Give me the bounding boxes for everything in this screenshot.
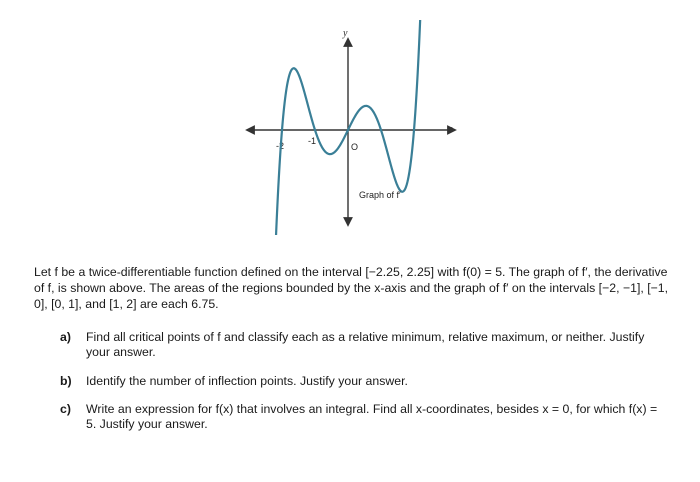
problem-statement: Let f be a twice-differentiable function defined on the interval [−2.25, 2.25] with f(0) = 5. The graph of f′, the derivative of f, is shown above. The areas of the regions bounded by the x-axis and the graph of f′ on the intervals [−2, −1], [−1, 0], [0, 1], and [1, 2] are each 6.75.	[34, 265, 669, 311]
question-a-key: a)	[60, 330, 71, 344]
graph-of-f-prime	[240, 20, 470, 235]
y-axis-label: y	[343, 28, 348, 39]
question-a-text: Find all critical points of f and classify each as a relative minimum, relative maximum, or neither. Justify your answer.	[86, 330, 645, 359]
tick-label-neg2: -2	[276, 141, 285, 151]
tick-label-neg1: -1	[308, 136, 317, 146]
question-b	[60, 374, 670, 389]
question-a	[60, 330, 670, 360]
question-c-text: Write an expression for f(x) that involves an integral. Find all x-coordinates, besides x = 0, for which f(x) = 5. Justify your answer.	[86, 402, 658, 431]
question-c	[60, 402, 670, 432]
graph-label: Graph of f′	[359, 190, 401, 200]
tick-label-origin: O	[351, 142, 359, 152]
question-b-key: b)	[60, 374, 72, 388]
question-c-key: c)	[60, 402, 71, 416]
x-axis-label: x	[448, 124, 453, 135]
question-b-text: Identify the number of inflection points. Justify your answer.	[86, 374, 408, 388]
